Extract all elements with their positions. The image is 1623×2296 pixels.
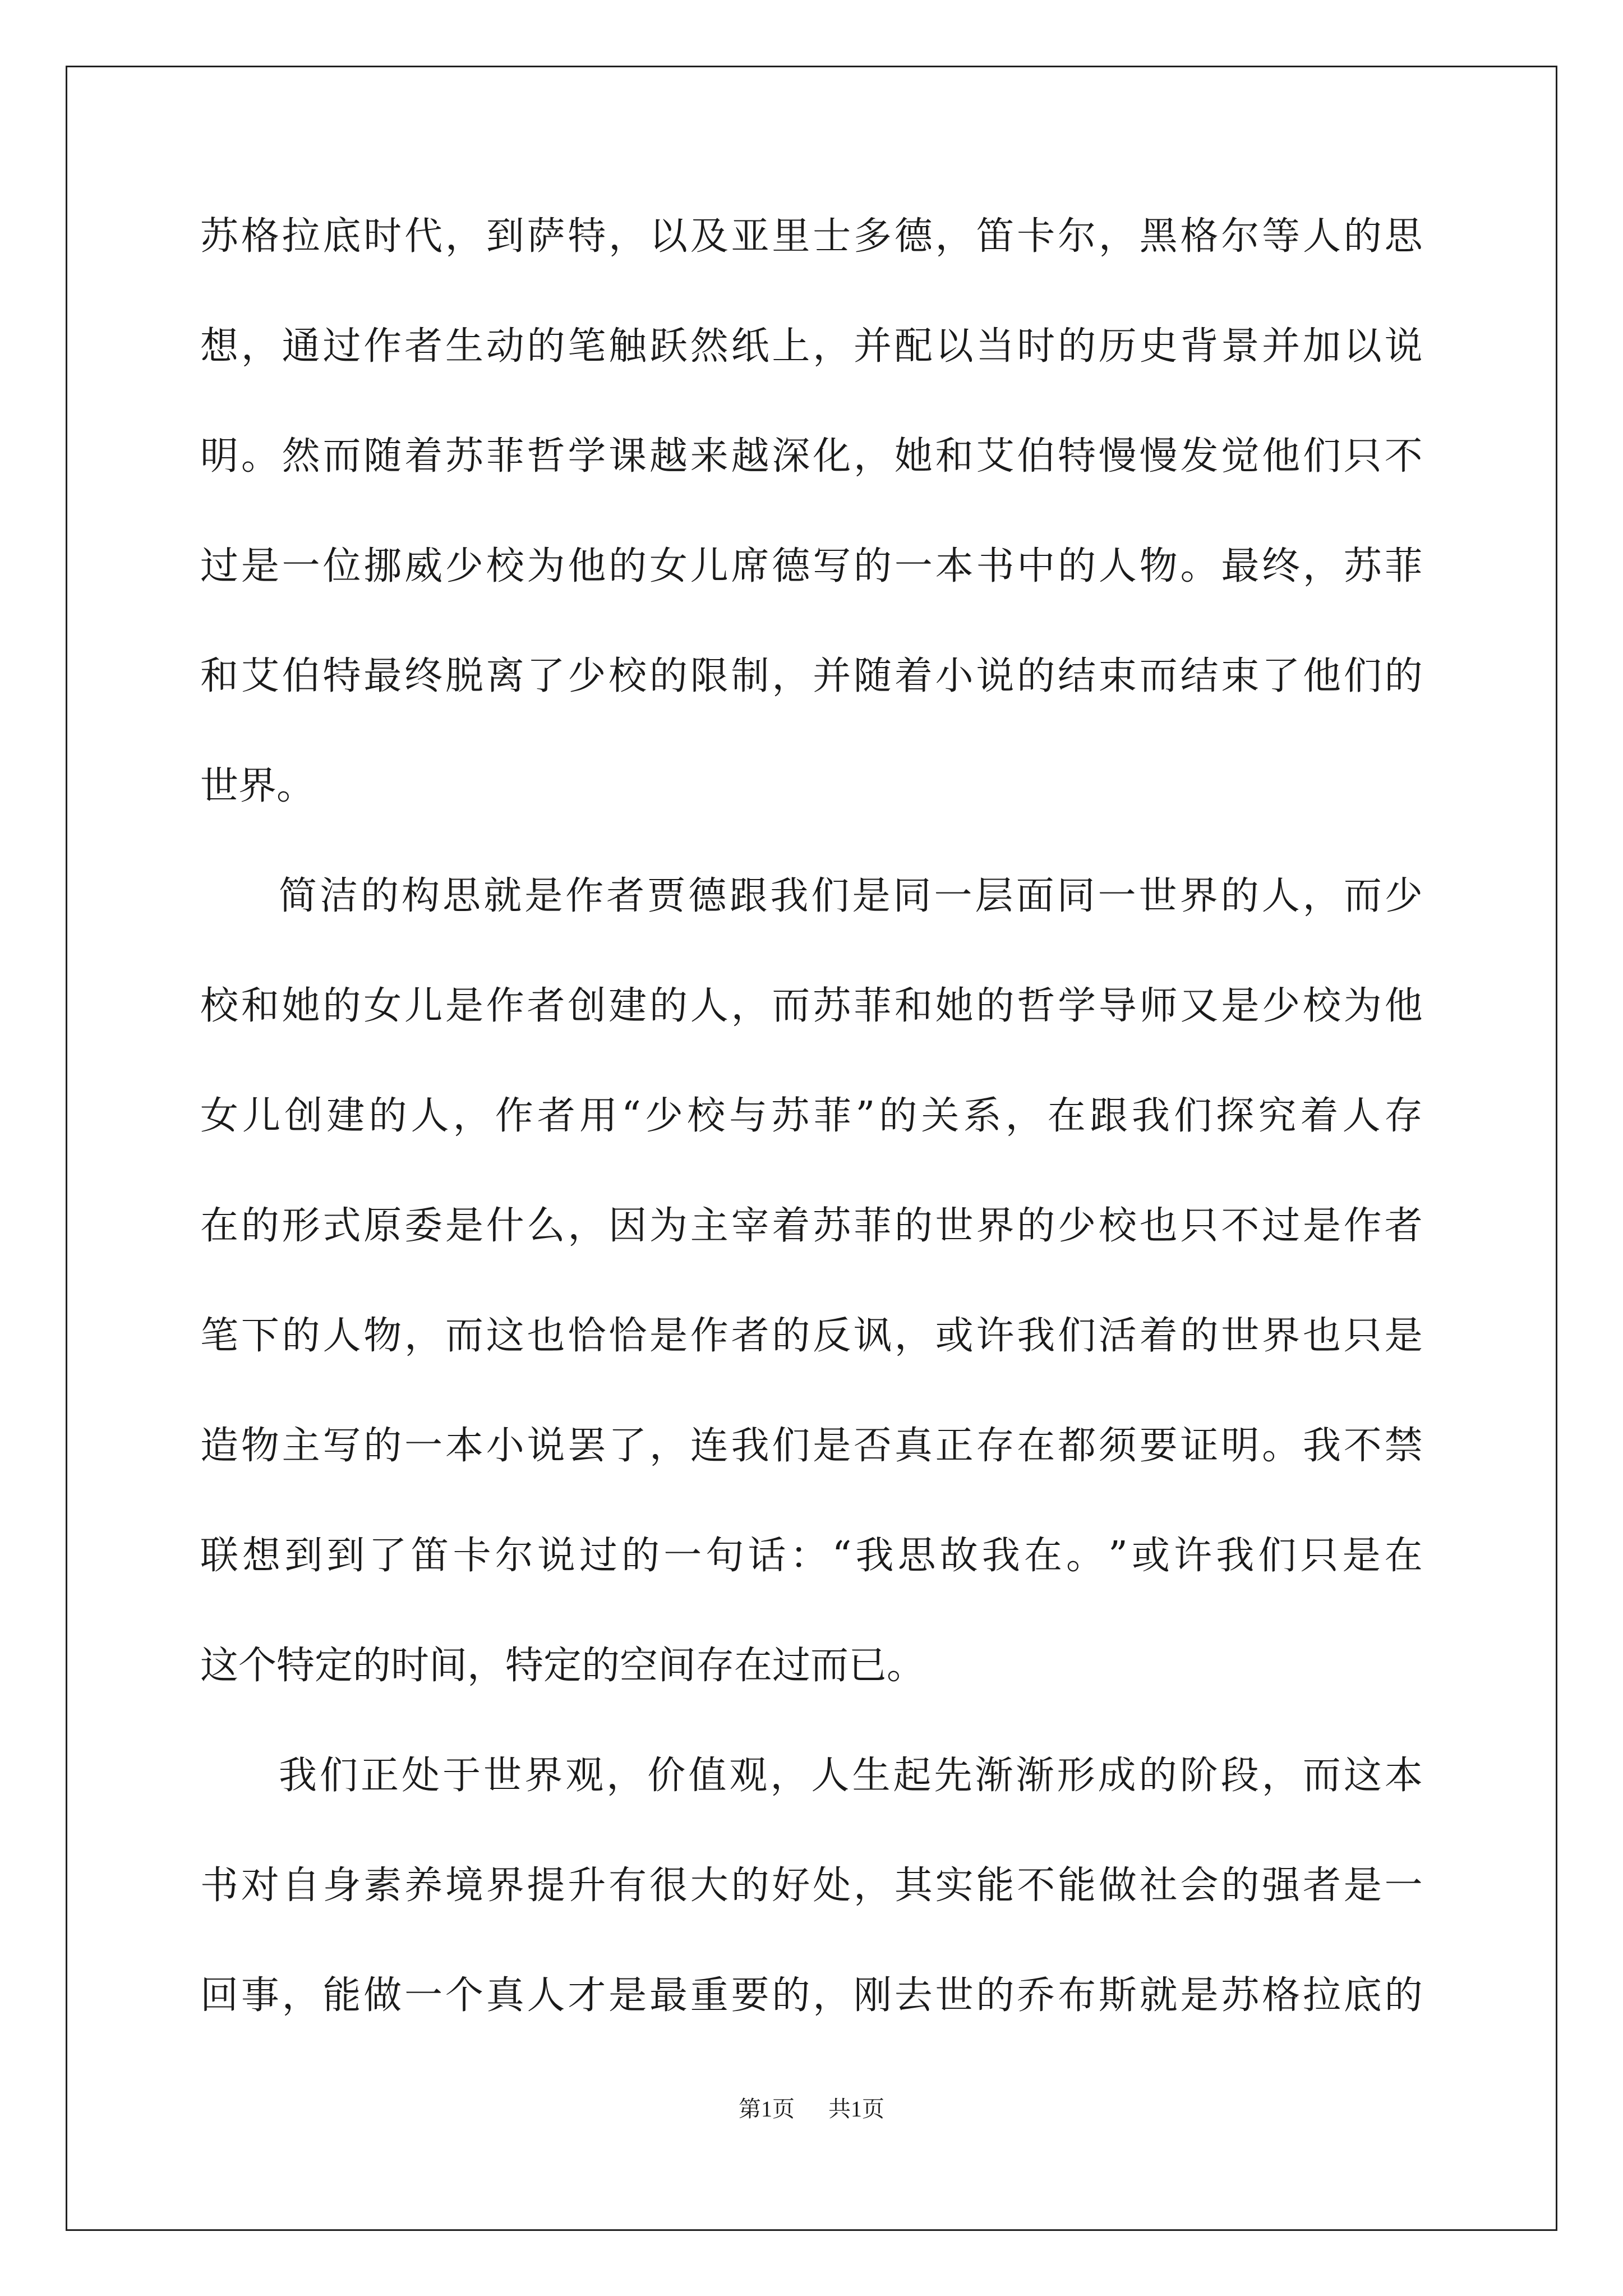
text-line: 世界。 [200, 764, 315, 808]
text-line: 和 艾 伯 特 最 终 脱 离 了 少 校 的 限 制 ， 并 随 着 小 说 的 结 束 而 结 束 了 他 们 的 [200, 654, 1423, 698]
text-line: 过 是 一 位 挪 威 少 校 为 他 的 女 儿 席 德 写 的 一 本 书 中 的 人 物 。 最 终 ， 苏 菲 [200, 544, 1423, 588]
text-line: 我 们 正 处 于 世 界 观 ， 价 值 观 ， 人 生 起 先 渐 渐 形 成 的 阶 段 ， 而 这 本 [279, 1754, 1423, 1798]
text-line: 苏 格 拉 底 时 代 ， 到 萨 特 ， 以 及 亚 里 士 多 德 ， 笛 卡 尔 ， 黑 格 尔 等 人 的 思 [200, 214, 1423, 259]
text-line: 简 洁 的 构 思 就 是 作 者 贾 德 跟 我 们 是 同 一 层 面 同 一 世 界 的 人 ， 而 少 [279, 874, 1423, 918]
page-number: 第1页 [739, 2096, 795, 2122]
text-line: 笔 下 的 人 物 ， 而 这 也 恰 恰 是 作 者 的 反 讽 ， 或 许 我 们 活 着 的 世 界 也 只 是 [200, 1314, 1423, 1358]
text-line: 女 儿 创 建 的 人 ， 作 者 用 “ 少 校 与 苏 菲 ” 的 关 系 ， 在 跟 我 们 探 究 着 人 存 [200, 1094, 1423, 1138]
page-footer [0, 2095, 1623, 2123]
text-line: 造 物 主 写 的 一 本 小 说 罢 了 ， 连 我 们 是 否 真 正 存 在 都 须 要 证 明 。 我 不 禁 [200, 1424, 1423, 1468]
text-line: 联 想 到 到 了 笛 卡 尔 说 过 的 一 句 话 ： “ 我 思 故 我 在 。 ” 或 许 我 们 只 是 在 [200, 1534, 1423, 1578]
text-line: 想 ， 通 过 作 者 生 动 的 笔 触 跃 然 纸 上 ， 并 配 以 当 时 的 历 史 背 景 并 加 以 说 [200, 324, 1423, 369]
text-line: 这个特定的时间，特定的空间存在过而已。 [200, 1644, 925, 1688]
document-body [200, 213, 1423, 2082]
text-line: 在 的 形 式 原 委 是 什 么 ， 因 为 主 宰 着 苏 菲 的 世 界 的 少 校 也 只 不 过 是 作 者 [200, 1204, 1423, 1248]
text-line: 明 。 然 而 随 着 苏 菲 哲 学 课 越 来 越 深 化 ， 她 和 艾 伯 特 慢 慢 发 觉 他 们 只 不 [200, 434, 1423, 478]
text-line: 校 和 她 的 女 儿 是 作 者 创 建 的 人 ， 而 苏 菲 和 她 的 哲 学 导 师 又 是 少 校 为 他 [200, 984, 1423, 1028]
text-line: 书 对 自 身 素 养 境 界 提 升 有 很 大 的 好 处 ， 其 实 能 不 能 做 社 会 的 强 者 是 一 [200, 1864, 1423, 1908]
page-total: 共1页 [828, 2096, 884, 2122]
text-line: 回 事 ， 能 做 一 个 真 人 才 是 最 重 要 的 ， 刚 去 世 的 乔 布 斯 就 是 苏 格 拉 底 的 [200, 1973, 1423, 2018]
